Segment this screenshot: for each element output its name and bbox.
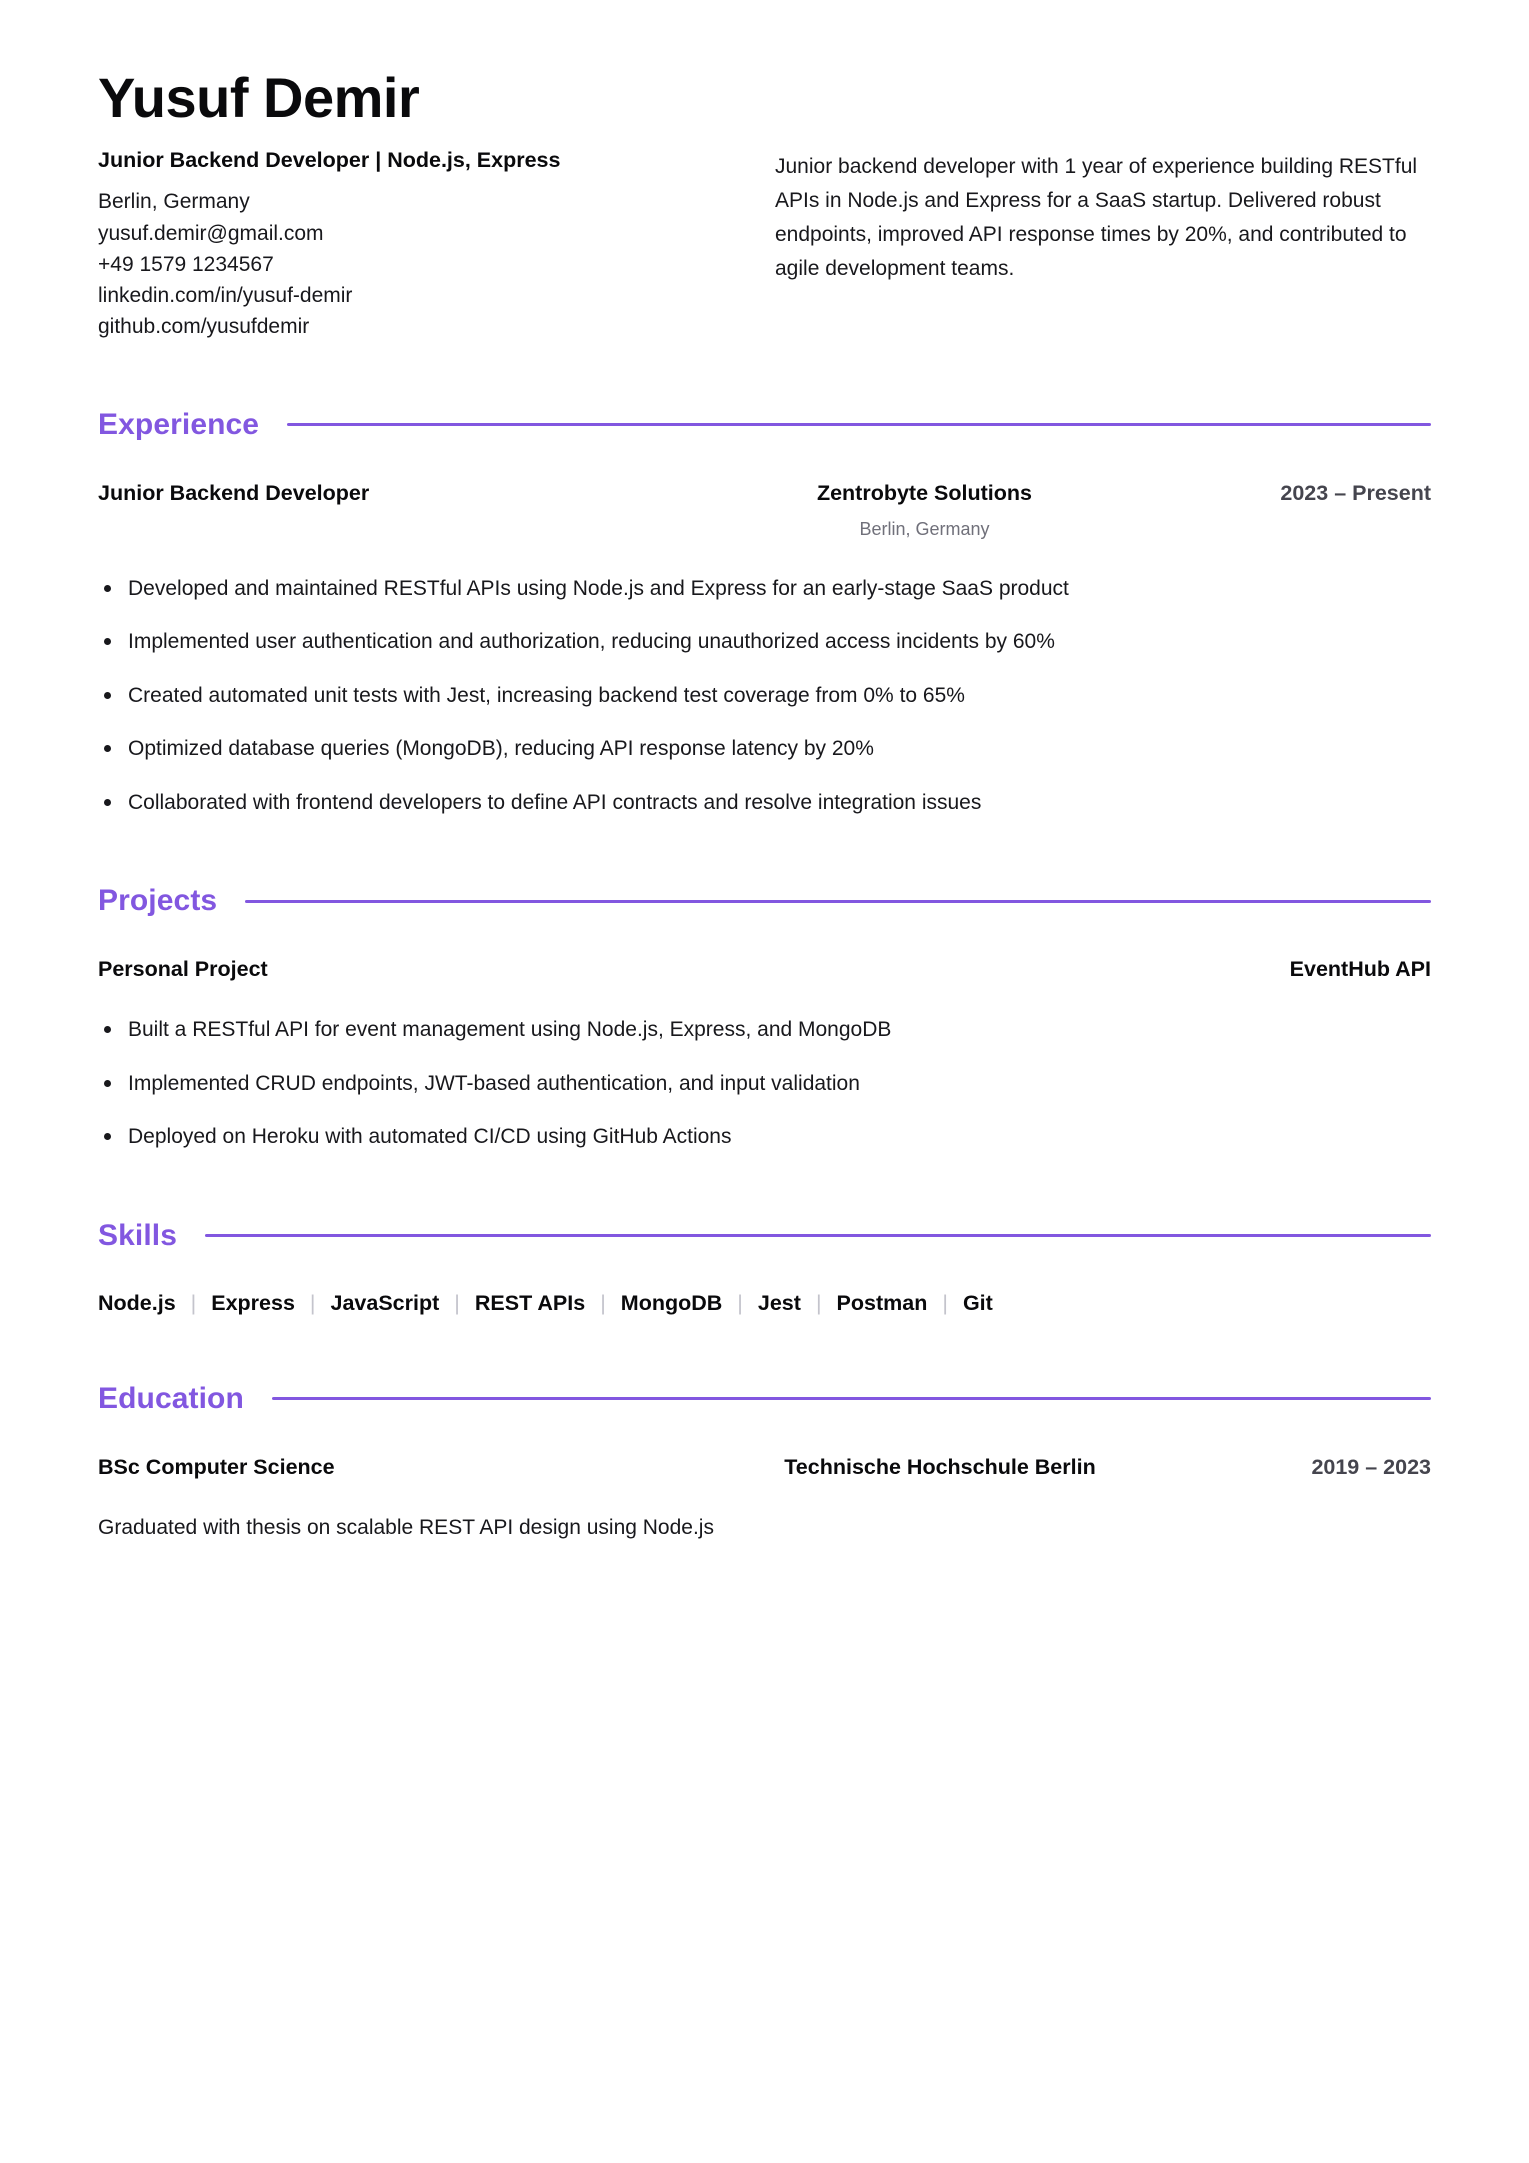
- section-title-projects: Projects: [98, 884, 218, 918]
- experience-entry: [98, 480, 1431, 543]
- skill-separator: |: [942, 1290, 948, 1315]
- education-school-block: [605, 1454, 1312, 1482]
- skill-item: Jest: [757, 1290, 801, 1315]
- skill-item: JavaScript: [330, 1290, 440, 1315]
- skill-item: Node.js: [98, 1290, 176, 1315]
- list-item: Deployed on Heroku with automated CI/CD using GitHub Actions: [98, 1121, 1431, 1153]
- education-school: Technische Hochschule Berlin: [784, 1454, 1096, 1479]
- experience-role: Junior Backend Developer: [98, 480, 370, 505]
- project-entry: [98, 956, 1431, 984]
- section-rule-education: [272, 1397, 1431, 1400]
- project-bullet-list: [98, 1014, 1431, 1153]
- contact-location: Berlin, Germany: [98, 190, 250, 214]
- education-degree: BSc Computer Science: [98, 1454, 335, 1479]
- skill-item: REST APIs: [474, 1290, 586, 1315]
- section-header-education: [98, 1382, 1431, 1416]
- list-item: Optimized database queries (MongoDB), reducing API response latency by 20%: [98, 733, 1431, 765]
- section-title-education: Education: [98, 1381, 244, 1415]
- experience-company-block: [605, 480, 1281, 543]
- contact-email[interactable]: yusuf.demir@gmail.com: [98, 221, 324, 245]
- section-rule-skills: [205, 1234, 1431, 1237]
- skill-separator: |: [190, 1290, 197, 1315]
- skill-separator: |: [815, 1290, 822, 1315]
- skill-separator: |: [737, 1290, 743, 1315]
- skill-item: Postman: [836, 1290, 928, 1315]
- list-item: Built a RESTful API for event management using Node.js, Express, and MongoDB: [98, 1014, 1431, 1046]
- section-header-skills: [98, 1219, 1431, 1253]
- education-dates: 2019 – 2023: [1311, 1454, 1431, 1479]
- section-title-experience: Experience: [98, 407, 260, 441]
- header-left-column: [98, 68, 718, 342]
- experience-bullet-list: [98, 573, 1431, 819]
- experience-company: Zentrobyte Solutions: [816, 480, 1032, 505]
- contact-github[interactable]: github.com/yusufdemir: [98, 314, 310, 338]
- list-item: Created automated unit tests with Jest, increasing backend test coverage from 0% to 65%: [98, 680, 1431, 712]
- section-rule-experience: [287, 423, 1431, 426]
- experience-dates: 2023 – Present: [1280, 480, 1431, 505]
- education-entry: [98, 1454, 1431, 1482]
- list-item: Implemented CRUD endpoints, JWT-based authentication, and input validation: [98, 1068, 1431, 1100]
- list-item: Collaborated with frontend developers to define API contracts and resolve integration issues: [98, 787, 1431, 819]
- header-right-column: [775, 68, 1425, 286]
- section-header-projects: [98, 884, 1431, 918]
- section-title-skills: Skills: [98, 1218, 177, 1252]
- skill-separator: |: [454, 1290, 460, 1315]
- project-label: Personal Project: [98, 957, 268, 982]
- project-name: EventHub API: [1289, 957, 1431, 982]
- contact-phone[interactable]: +49 1579 1234567: [98, 252, 274, 276]
- section-rule-projects: [245, 900, 1431, 903]
- skill-separator: |: [309, 1290, 316, 1315]
- skill-item: Git: [962, 1290, 993, 1315]
- skills-list: [98, 1291, 1431, 1316]
- candidate-headline: Junior Backend Developer | Node.js, Express: [98, 148, 561, 173]
- section-skills: [98, 1219, 1431, 1316]
- skill-item: MongoDB: [620, 1290, 723, 1315]
- skill-item: Express: [211, 1290, 295, 1315]
- contact-linkedin[interactable]: linkedin.com/in/yusuf-demir: [98, 283, 353, 307]
- list-item: Developed and maintained RESTful APIs using Node.js and Express for an early-stage SaaS product: [98, 573, 1431, 605]
- education-note: Graduated with thesis on scalable REST API design using Node.js: [98, 1515, 714, 1539]
- list-item: Implemented user authentication and authorization, reducing unauthorized access incidents by 60%: [98, 626, 1431, 658]
- section-projects: [98, 884, 1431, 1152]
- experience-location: Berlin, Germany: [859, 518, 990, 539]
- section-header-experience: [98, 408, 1431, 442]
- resume-header: [98, 68, 1431, 342]
- section-experience: [98, 408, 1431, 818]
- skill-separator: |: [600, 1290, 606, 1315]
- section-education: [98, 1382, 1431, 1543]
- professional-summary: Junior backend developer with 1 year of experience building RESTful APIs in Node.js and Express for a SaaS startup. Delivered robust endpoints, improved API response times by 20%, and contributed to agile development teams.: [775, 155, 1418, 281]
- candidate-name: Yusuf Demir: [98, 66, 420, 129]
